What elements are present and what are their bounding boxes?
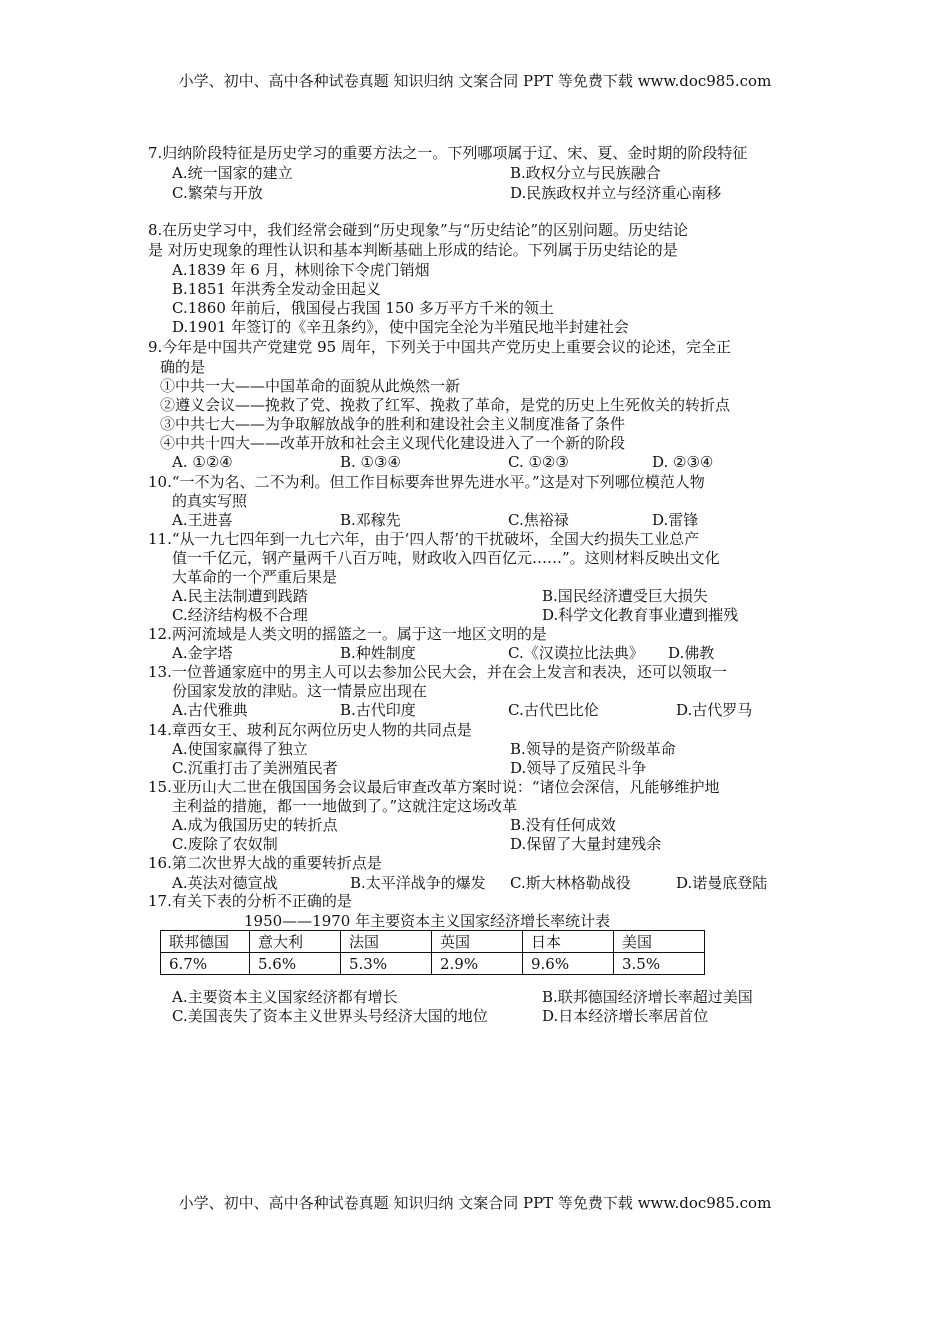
q17-option-c: C.美国丧失了资本主义世界头号经济大国的地位 [172, 1007, 488, 1025]
q10-stem-line1: 10.“一不为名、二不为利。但工作目标要奔世界先进水平。”这是对下列哪位模范人物 [148, 473, 705, 491]
q17-option-b: B.联邦德国经济增长率超过美国 [542, 988, 753, 1006]
q11-stem-line1: 11.“从一九七四年到一九七六年，由于‘四人帮’的干扰破坏，全国大约损失工业总产 [148, 530, 700, 548]
q7-option-c: C.繁荣与开放 [172, 184, 263, 202]
table-cell: 9.6% [523, 953, 614, 975]
q8-option-d: D.1901 年签订的《辛丑条约》，使中国完全沦为半殖民地半封建社会 [172, 318, 629, 336]
q13-option-d: D.古代罗马 [676, 701, 753, 719]
q11-stem-line2: 值一千亿元，钢产量两千八百万吨，财政收入四百亿元……”。这则材料反映出文化 [172, 549, 720, 567]
q7-option-b: B.政权分立与民族融合 [510, 164, 661, 182]
q8-option-a: A.1839 年 6 月，林则徐下令虎门销烟 [172, 261, 430, 279]
table-cell: 2.9% [432, 953, 523, 975]
table-row [161, 953, 705, 975]
q9-stem-line2: 确的是 [160, 358, 206, 376]
q11-option-d: D.科学文化教育事业遭到摧残 [542, 606, 739, 624]
q12-option-a: A.金字塔 [172, 644, 233, 662]
q11-option-a: A.民主法制遭到践踏 [172, 587, 308, 605]
q10-option-c: C.焦裕禄 [508, 511, 569, 529]
q8-stem-line2: 是 对历史现象的理性认识和基本判断基础上形成的结论。下列属于历史结论的是 [148, 241, 678, 259]
table-header-row [161, 931, 705, 953]
q9-statement-1: ①中共一大——中国革命的面貌从此焕然一新 [160, 377, 461, 395]
table-header-cell: 美国 [614, 931, 705, 953]
q12-stem: 12.两河流域是人类文明的摇篮之一。属于这一地区文明的是 [148, 625, 547, 643]
q9-statement-4: ④中共十四大——改革开放和社会主义现代化建设进入了一个新的阶段 [160, 434, 626, 452]
q12-option-d: D.佛教 [668, 644, 715, 662]
q10-option-b: B.邓稼先 [340, 511, 401, 529]
table-header-cell: 日本 [523, 931, 614, 953]
table-cell: 5.6% [250, 953, 341, 975]
q14-option-c: C.沉重打击了美洲殖民者 [172, 759, 338, 777]
q8-stem-line1: 8.在历史学习中，我们经常会碰到“历史现象”与“历史结论”的区别问题。历史结论 [148, 221, 688, 239]
q14-option-a: A.使国家赢得了独立 [172, 740, 308, 758]
q14-option-d: D.领导了反殖民斗争 [510, 759, 647, 777]
q14-option-b: B.领导的是资产阶级革命 [510, 740, 676, 758]
q9-option-c: C. ①②③ [508, 453, 569, 471]
q15-stem-line2: 主利益的措施，都一一地做到了。”这就注定这场改革 [172, 797, 518, 815]
growth-rate-table [160, 930, 705, 975]
q16-option-a: A.英法对德宣战 [172, 874, 278, 892]
q11-option-b: B.国民经济遭受巨大损失 [542, 587, 708, 605]
q13-option-a: A.古代雅典 [172, 701, 248, 719]
q11-stem-line3: 大革命的一个严重后果是 [172, 568, 338, 586]
q16-option-c: C.斯大林格勒战役 [510, 874, 631, 892]
q17-option-a: A.主要资本主义国家经济都有增长 [172, 988, 398, 1006]
q16-stem: 16.第二次世界大战的重要转折点是 [148, 854, 382, 872]
table-header-cell: 意大利 [250, 931, 341, 953]
q9-stem-line1: 9.今年是中国共产党建党 95 周年，下列关于中国共产党历史上重要会议的论述，完全正 [148, 338, 731, 356]
q15-option-a: A.成为俄国历史的转折点 [172, 816, 338, 834]
q7-option-a: A.统一国家的建立 [172, 164, 293, 182]
table-cell: 5.3% [341, 953, 432, 975]
q7-stem: 7.归纳阶段特征是历史学习的重要方法之一。下列哪项属于辽、宋、夏、金时期的阶段特征 [148, 144, 748, 162]
q7-option-d: D.民族政权并立与经济重心南移 [510, 184, 722, 202]
q15-stem-line1: 15.亚历山大二世在俄国国务会议最后审查改革方案时说：“诸位会深信，凡能够维护地 [148, 778, 720, 796]
q9-statement-3: ③中共七大——为争取解放战争的胜利和建设社会主义制度准备了条件 [160, 415, 626, 433]
table-cell: 6.7% [161, 953, 250, 975]
q13-option-b: B.古代印度 [340, 701, 416, 719]
q10-option-d: D.雷锋 [652, 511, 699, 529]
q13-option-c: C.古代巴比伦 [508, 701, 599, 719]
q15-option-d: D.保留了大量封建残余 [510, 835, 662, 853]
q9-option-a: A. ①②④ [172, 453, 233, 471]
q17-option-d: D.日本经济增长率居首位 [542, 1007, 709, 1025]
q15-option-b: B.没有任何成效 [510, 816, 616, 834]
table-header-cell: 法国 [341, 931, 432, 953]
q9-option-d: D. ②③④ [652, 453, 714, 471]
table-title: 1950——1970 年主要资本主义国家经济增长率统计表 [244, 912, 611, 930]
q10-stem-line2: 的真实写照 [172, 492, 248, 510]
q17-stem: 17.有关下表的分析不正确的是 [148, 892, 352, 910]
q9-statement-2: ②遵义会议——挽救了党、挽救了红军、挽救了革命，是党的历史上生死攸关的转折点 [160, 396, 731, 414]
q11-option-c: C.经济结构极不合理 [172, 606, 308, 624]
table-header-cell: 英国 [432, 931, 523, 953]
q15-option-c: C.废除了农奴制 [172, 835, 278, 853]
q8-option-c: C.1860 年前后，俄国侵占我国 150 多万平方千米的领土 [172, 299, 554, 317]
q8-option-b: B.1851 年洪秀全发动金田起义 [172, 280, 381, 298]
q12-option-b: B.种姓制度 [340, 644, 416, 662]
q13-stem-line1: 13.一位普通家庭中的男主人可以去参加公民大会，并在会上发言和表决，还可以领取一 [148, 663, 727, 681]
q16-option-b: B.太平洋战争的爆发 [350, 874, 486, 892]
table-cell: 3.5% [614, 953, 705, 975]
page-footer: 小学、初中、高中各种试卷真题 知识归纳 文案合同 PPT 等免费下载 www.doc985.com [178, 1194, 772, 1212]
q12-option-c: C.《汉谟拉比法典》 [508, 644, 644, 662]
q13-stem-line2: 份国家发放的津贴。这一情景应出现在 [172, 682, 428, 700]
q16-option-d: D.诺曼底登陆 [676, 874, 768, 892]
page-header: 小学、初中、高中各种试卷真题 知识归纳 文案合同 PPT 等免费下载 www.doc985.com [178, 72, 772, 90]
q10-option-a: A.王进喜 [172, 511, 233, 529]
q9-option-b: B. ①③④ [340, 453, 401, 471]
q14-stem: 14.章西女王、玻利瓦尔两位历史人物的共同点是 [148, 721, 472, 739]
table-header-cell: 联邦德国 [161, 931, 250, 953]
